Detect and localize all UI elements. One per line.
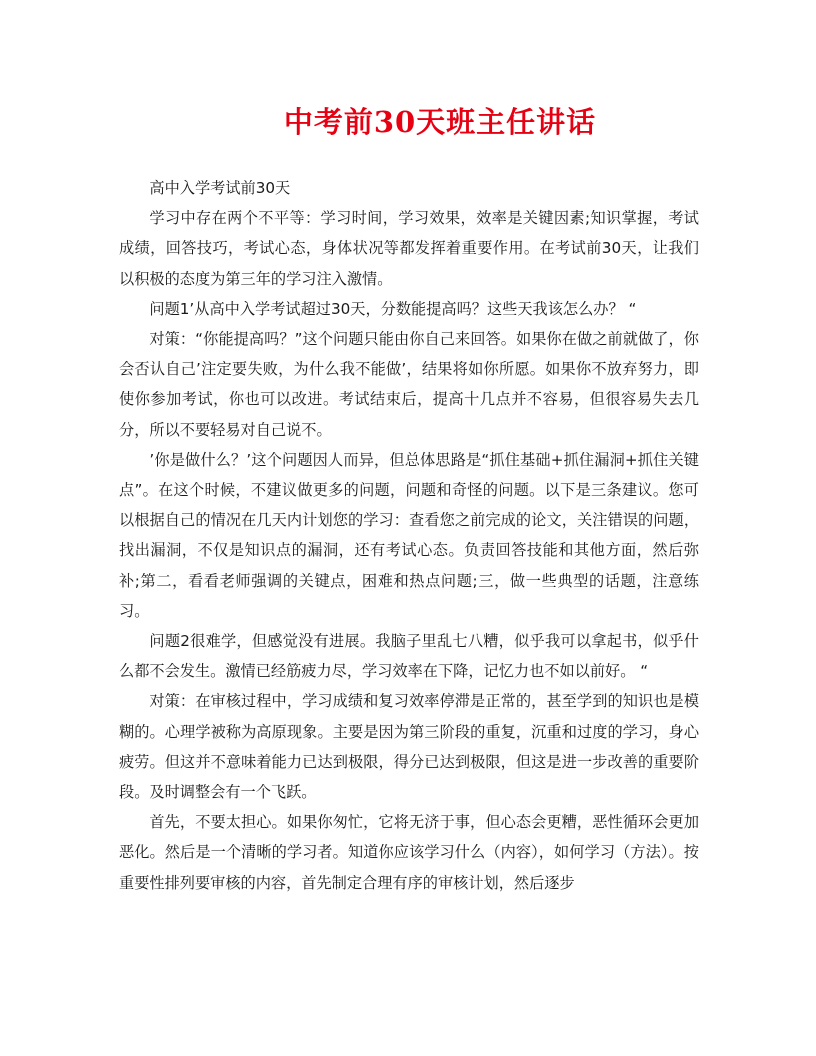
paragraph-question-2: 问题2很难学，但感觉没有进展。我脑子里乱七八糟，似乎我可以拿起书，似乎什么都不会发生。激情已经筋疲力尽，学习效率在下降，记忆力也不如以前好。 “ bbox=[119, 632, 699, 681]
paragraph-subtitle: 高中入学考试前30天 bbox=[149, 179, 291, 197]
paragraph-question-1: 问题1’从高中入学考试超过30天，分数能提高吗？这些天我该怎么办？ “ bbox=[149, 299, 637, 318]
paragraph: 对策：在审核过程中，学习成绩和复习效率停滞是正常的，甚至学到的知识也是模糊的。心理学被称为高原现象。主要是因为第三阶段的重复，沉重和过度的学习，身心疲劳。但这并不意味着能力已达到极限，得分已达到极限，但这是进一步改善的重要阶段。及时调整会有一个飞跃。 bbox=[119, 692, 699, 802]
paragraph: 对策：“你能提高吗？”这个问题只能由你自己来回答。如果你在做之前就做了，你会否认自己’注定要失败，为什么我不能做’，结果将如你所愿。如果你不放弃努力，即使你参加考试，你也可以改进。考试结束后，提高十几点并不容易，但很容易失去几分，所以不要轻易对自己说不。 bbox=[119, 330, 699, 439]
paragraph: 首先，不要太担心。如果你匆忙，它将无济于事，但心态会更糟，恶性循环会更加恶化。然后是一个清晰的学习者。知道你应该学习什么（内容），如何学习（方法）。按重要性排列要审核的内容，首先制定合理有序的审核计划，然后逐步 bbox=[119, 813, 699, 892]
paragraph: ’你是做什么？’这个问题因人而异，但总体思路是“抓住基础+抓住漏洞+抓住关键点”。在这个时候，不建议做更多的问题，问题和奇怪的问题。以下是三条建议。您可以根据自己的情况在几天内计划您的学习：查看您之前完成的论文，关注错误的问题，找出漏洞，不仅是知识点的漏洞，还有考试心态。负责回答技能和其他方面，然后弥补;第二，看看老师强调的关键点，困难和热点问题;三，做一些典型的话题，注意练习。 bbox=[119, 450, 699, 620]
document-title: 中考前30天班主任讲话 bbox=[283, 105, 597, 139]
document-body bbox=[119, 173, 699, 898]
paragraph: 学习中存在两个不平等：学习时间，学习效果，效率是关键因素;知识掌握，考试成绩，回答技巧，考试心态，身体状况等都发挥着重要作用。在考试前30天，让我们以积极的态度为第三年的学习注入激情。 bbox=[119, 209, 699, 288]
